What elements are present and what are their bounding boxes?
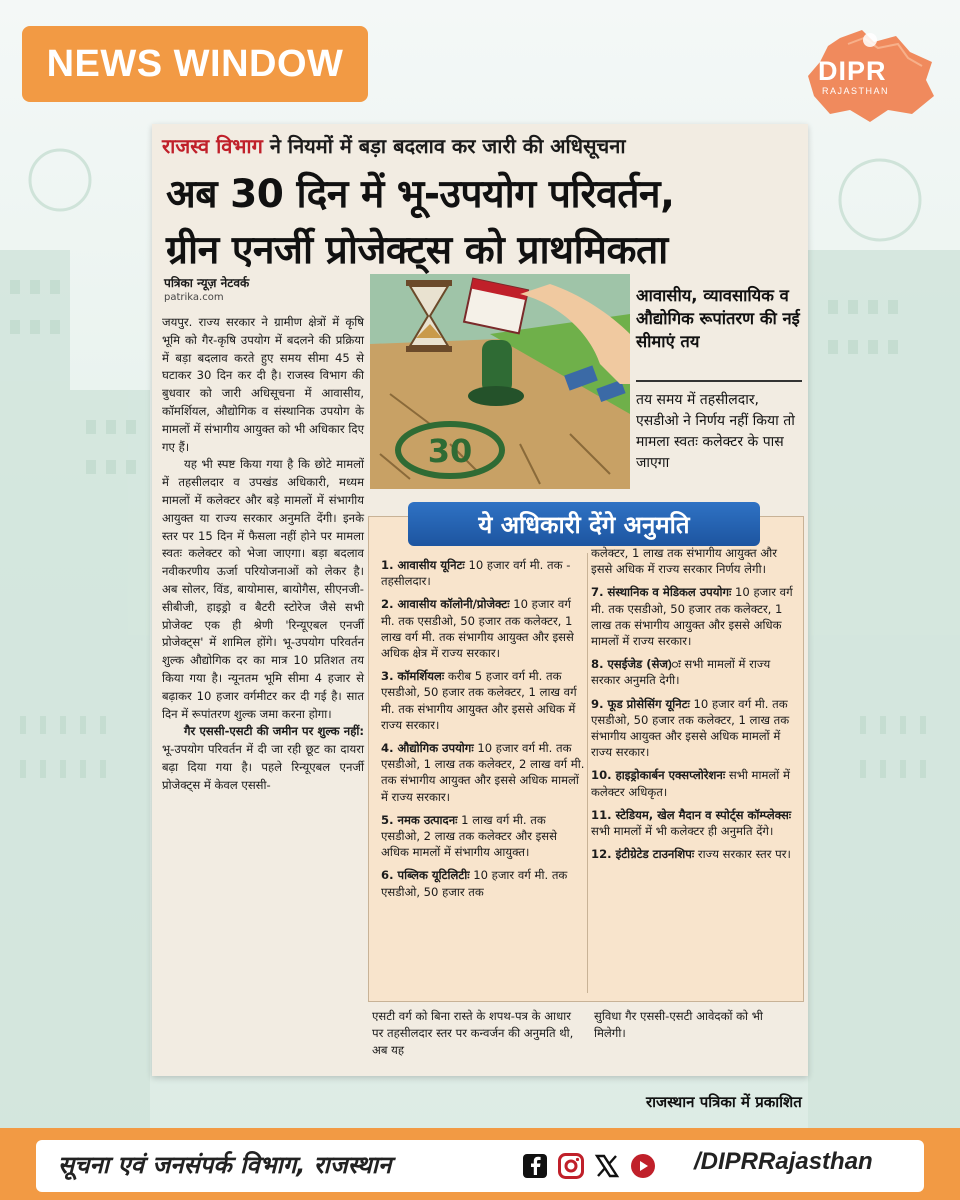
item-heading: 10. हाइड्रोकार्बन एक्सप्लोरेशनः: [591, 768, 726, 783]
news-window-badge: [22, 26, 368, 102]
item-heading: 9. फूड प्रोसेसिंग यूनिटः: [591, 696, 690, 711]
item-heading: 6. पब्लिक यूटिलिटीः: [381, 868, 470, 883]
continuation-text-1: एसटी वर्ग को बिना रास्ते के शपथ-पत्र के आधार पर तहसीलदार स्तर पर कन्वर्जन की अनुमति थी, अब यह: [372, 1009, 574, 1057]
kicker: [162, 132, 802, 159]
list-item-continued: कलेक्टर, 1 लाख तक संभागीय आयुक्त और इससे अधिक में राज्य सरकार निर्णय लेगी।: [591, 546, 777, 577]
item-text: 10 हजार वर्ग मी. तक एसडीओ, 50 हजार तक कलेक्टर, 1 लाख वर्ग मी. तक संभागीय आयुक्त और इससे अधिक क्षेत्र में राज्य सरकार।: [381, 597, 574, 661]
logo-name: DIPR: [818, 56, 887, 86]
news-window-label: NEWS WINDOW: [46, 42, 344, 85]
article-paragraph-1: जयपुर. राज्य सरकार ने ग्रामीण क्षेत्रों में कृषि भूमि को गैर-कृषि उपयोग में बदलने की प्रक्रिया में बड़ा बदलाव करते हुए समय सीमा 45 से घटाकर 30 दिन कर दी है। राजस्व विभाग की बुधवार को जारी अधिसूचना में आवासीय, कॉमर्शियल, औद्योगिक व संस्थानिक उपयोग के मामलों में संभागीय आयुक्त को भी अधिकार दिए गए हैं।: [162, 315, 364, 454]
byline: पत्रिका न्यूज़ नेटवर्क: [164, 276, 250, 290]
item-heading: 3. कॉमर्शियलः: [381, 669, 445, 684]
x-icon[interactable]: [592, 1151, 622, 1181]
item-text: 10 हजार वर्ग मी. तक एसडीओ, 50 हजार तक कलेक्टर, 1 लाख तक संभागीय आयुक्त और इससे अधिक मामलों में राज्य सरकार।: [591, 585, 793, 649]
list-item: [381, 812, 587, 861]
side-highlight: आवासीय, व्यावसायिक व औद्योगिक रूपांतरण की नई सीमाएं तय: [636, 286, 800, 351]
continuation-text-2: सुविधा गैर एससी-एसटी आवेदकों को भी मिलेगी।: [594, 1009, 763, 1040]
list-item: [381, 668, 587, 733]
item-heading: 4. औद्योगिक उपयोगः: [381, 741, 474, 756]
item-text: सभी मामलों में कलेक्टर अधिकृत।: [591, 768, 790, 799]
list-item: [591, 807, 797, 839]
list-item: [591, 696, 797, 761]
list-item: [591, 584, 797, 649]
item-heading: 12. इंटीग्रेटेड टाउनशिपः: [591, 847, 695, 862]
item-text: 10 हजार वर्ग मी. तक एसडीओ, 1 लाख तक कलेक्टर, 2 लाख वर्ग मी. तक संभागीय आयुक्त और इससे अधिक मामलों में राज्य सरकार।: [381, 741, 585, 804]
facebook-icon[interactable]: [520, 1151, 550, 1181]
article-paragraph-3: [162, 723, 364, 794]
item-text: 10 हजार वर्ग मी. तक - तहसीलदार।: [381, 558, 571, 589]
item-heading: 8. एसईजेड (सेज)ः: [591, 657, 681, 672]
headline-line-1: अब 30 दिन में भू-उपयोग परिवर्तन,: [166, 172, 675, 217]
article-paragraph-3-text: भू-उपयोग परिवर्तन में दी जा रही छूट का दायरा बढ़ा दिया गया है। पहले रिन्यूएबल एनर्जी प्रोजेक्ट्स में केवल एससी-: [162, 742, 364, 792]
list-item: [381, 596, 587, 661]
list-item: [591, 846, 797, 862]
list-item: [381, 740, 587, 805]
permissions-box-title: [408, 502, 760, 546]
department-name: सूचना एवं जनसंपर्क विभाग, राजस्थान: [58, 1151, 392, 1179]
emblem-icon: [863, 33, 877, 47]
permissions-box: [368, 516, 804, 1002]
permissions-column-1: [381, 557, 587, 907]
social-handle[interactable]: /DIPRRajasthan: [694, 1148, 873, 1175]
item-heading: 2. आवासीय कॉलोनी/प्रोजेक्टः: [381, 597, 510, 612]
source-site: patrika.com: [164, 292, 224, 303]
stamp-number: 30: [427, 432, 473, 470]
list-item: [381, 557, 587, 589]
side-divider: [636, 380, 802, 382]
permissions-column-2: [591, 545, 797, 869]
item-text: सभी मामलों में राज्य सरकार अनुमति देगी।: [591, 657, 771, 688]
social-links: [520, 1151, 658, 1181]
kicker-text: ने नियमों में बड़ा बदलाव कर जारी की अधिसूचना: [262, 134, 626, 158]
published-credit: राजस्थान पत्रिका में प्रकाशित: [646, 1093, 802, 1111]
article-body: [162, 314, 364, 795]
instagram-icon[interactable]: [556, 1151, 586, 1181]
list-item: [381, 867, 587, 899]
youtube-icon[interactable]: [628, 1151, 658, 1181]
item-text: 1 लाख वर्ग मी. तक एसडीओ, 2 लाख तक कलेक्टर और इससे अधिक मामलों में संभागीय आयुक्त।: [381, 812, 557, 860]
logo-subtitle: RAJASTHAN: [822, 86, 890, 96]
side-note: तय समय में तहसीलदार, एसडीओ ने निर्णय नहीं किया तो मामला स्वतः कलेक्टर के पास जाएगा: [636, 392, 795, 471]
dipr-logo: [800, 18, 940, 128]
newspaper-clipping: [152, 124, 808, 1076]
item-heading: 1. आवासीय यूनिटः: [381, 558, 465, 572]
article-paragraph-2: यह भी स्पष्ट किया गया है कि छोटे मामलों में तहसीलदार व उपखंड अधिकारी, मध्यम मामलों में कलेक्टर और बड़े मामलों में संभागीय आयुक्त या राज्य सरकार अनुमति देंगी। इनके स्तर पर 15 दिन में फैसला नहीं होने पर मामला स्वतः कलेक्टर को भेजा जाएगा। बड़ा बदलाव नवीकरणीय ऊर्जा परियोजनाओं को लेकर है। अब सोलर, विंड, बायोमास, बायोगैस, सीएनजी-सीबीजी, हाइड्रो व बैटरी स्टोरेज जैसे सभी प्रोजेक्ट एक ही श्रेणी 'रिन्यूएबल एनर्जी प्रोजेक्ट्स' में शामिल होंगे। भू-उपयोग परिवर्तन शुल्क औद्योगिक दर का मात्र 10 प्रतिशत तय किया गया है। न्यूनतम भूमि सीमा 4 हजार से बढ़ाकर 10 हजार वर्गमीटर कर दी गई है। सात दिन में रूपांतरण शुल्क जमा करना होगा।: [162, 457, 364, 721]
item-heading: 7. संस्थानिक व मेडिकल उपयोगः: [591, 585, 732, 600]
item-text: 10 हजार वर्ग मी. तक एसडीओ, 50 हजार तक: [381, 868, 568, 899]
item-heading: 11. स्टेडियम, खेल मैदान व स्पोर्ट्स कॉम्प्लेक्सः: [591, 807, 792, 822]
item-text: 10 हजार वर्ग मी. तक एसडीओ, 50 हजार तक कलेक्टर, 1 लाख तक संभागीय आयुक्त और इससे अधिक मामलों में राज्य सरकार।: [591, 696, 790, 760]
list-item: [591, 656, 797, 688]
column-divider: [587, 553, 588, 993]
headline-line-2: ग्रीन एनर्जी प्रोजेक्ट्स को प्राथमिकता: [166, 228, 668, 273]
list-item: [591, 767, 797, 799]
article-subhead: गैर एससी-एसटी की जमीन पर शुल्क नहीं:: [184, 724, 364, 739]
item-text: सभी मामलों में भी कलेक्टर ही अनुमति देंगे।: [591, 824, 774, 839]
item-text: करीब 5 हजार वर्ग मी. तक एसडीओ, 50 हजार तक कलेक्टर, 1 लाख वर्ग मी. तक संभागीय आयुक्त और इससे अधिक में राज्य सरकार।: [381, 669, 577, 732]
item-heading: 5. नमक उत्पादनः: [381, 812, 458, 827]
stamp-illustration: [370, 274, 630, 489]
item-text: राज्य सरकार स्तर पर।: [694, 847, 791, 862]
permissions-box-title-text: ये अधिकारी देंगे अनुमति: [478, 510, 690, 539]
kicker-highlight: राजस्व विभाग: [162, 134, 263, 158]
